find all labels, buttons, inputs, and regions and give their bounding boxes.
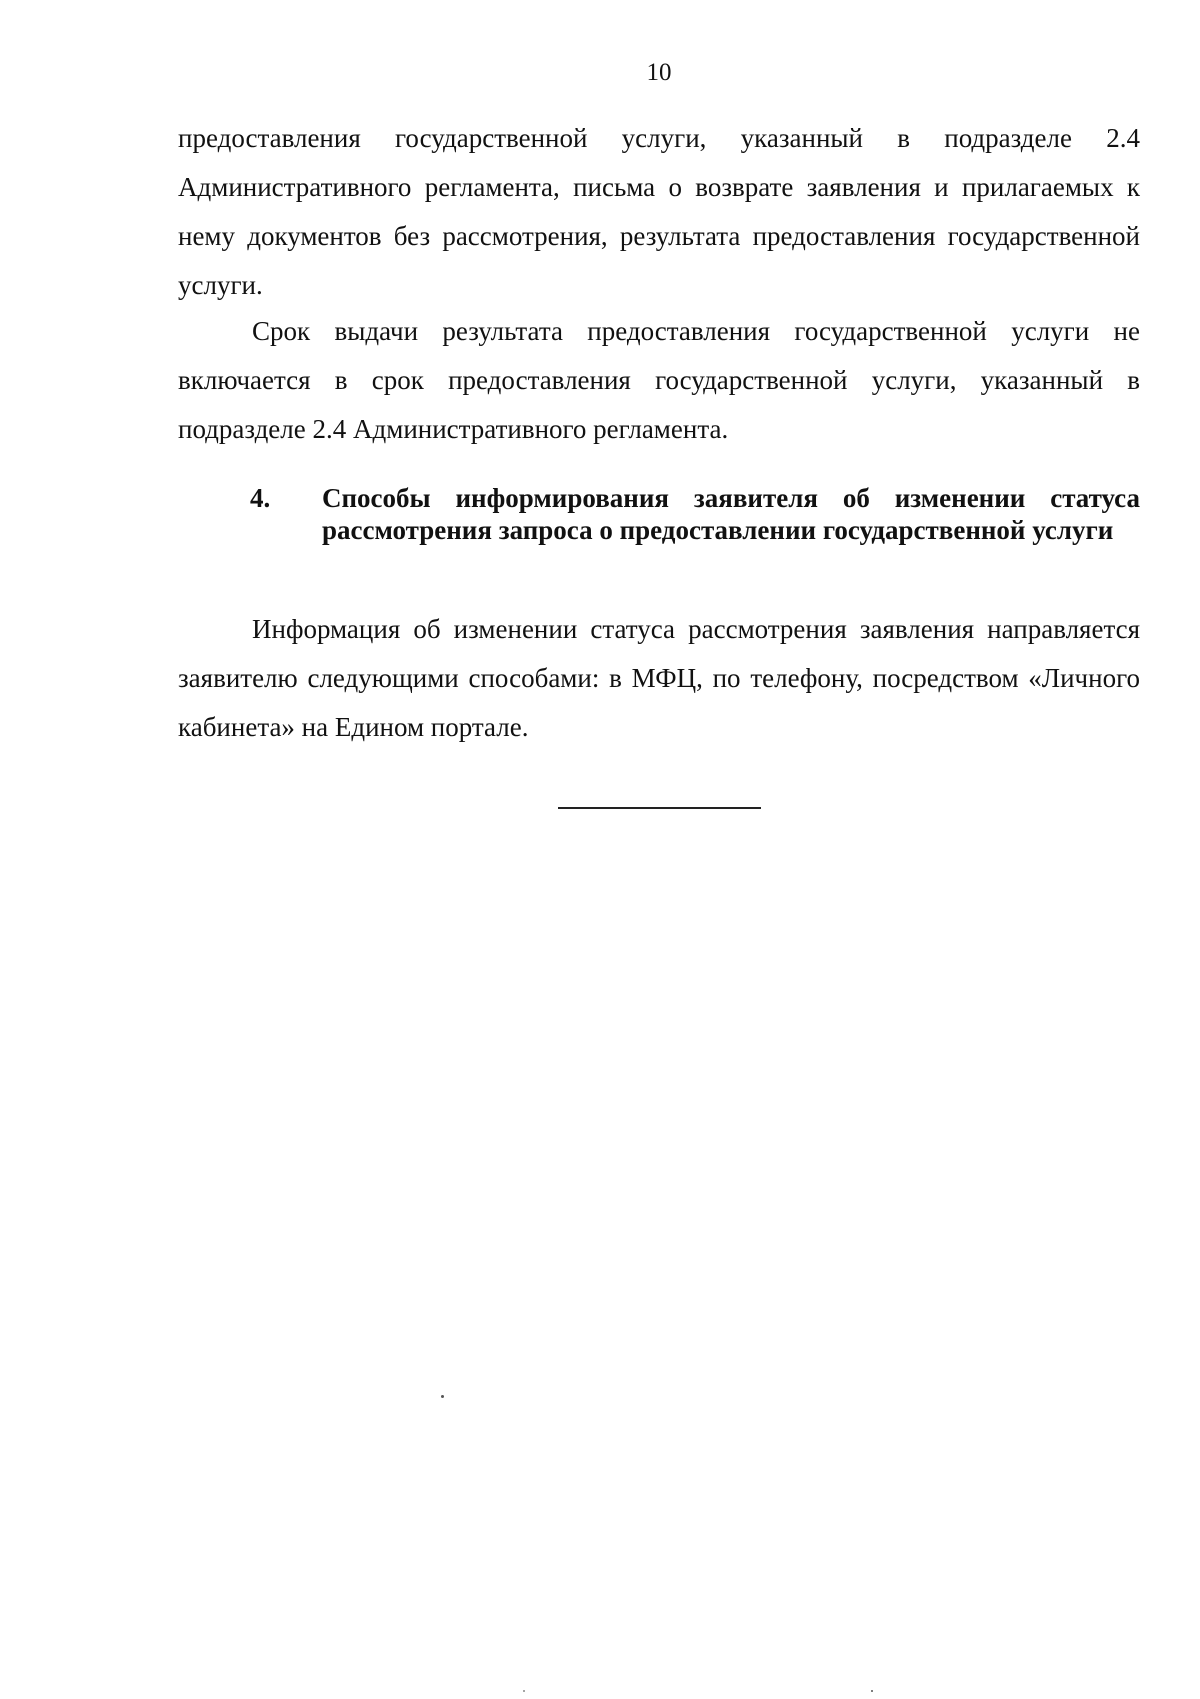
- scan-speck: [871, 1690, 873, 1692]
- page-number: 10: [646, 59, 672, 86]
- section-number: 4.: [250, 483, 271, 513]
- scan-speck: [441, 1395, 444, 1398]
- end-of-text-rule: [558, 807, 761, 809]
- paragraph-issue-deadline: Срок выдачи результата предоставления государственной услуги не включается в срок предоставления государственной услуги, указанный в подразделе 2.4 Административного регламента.: [178, 316, 1140, 444]
- paragraph-status-notification: Информация об изменении статуса рассмотрения заявления направляется заявителю следующими способами: в МФЦ, по телефону, посредством «Личного кабинета» на Едином портале.: [178, 614, 1140, 742]
- scan-speck: [523, 1690, 525, 1692]
- paragraph-service-period: предоставления государственной услуги, указанный в подразделе 2.4 Административного регламента, письма о возврате заявления и прилагаемых к нему документов без рассмотрения, результата предоставления государственной услуги.: [178, 123, 1140, 300]
- section-title: Способы информирования заявителя об изменении статуса рассмотрения запроса о предоставлении государственной услуги: [322, 483, 1140, 545]
